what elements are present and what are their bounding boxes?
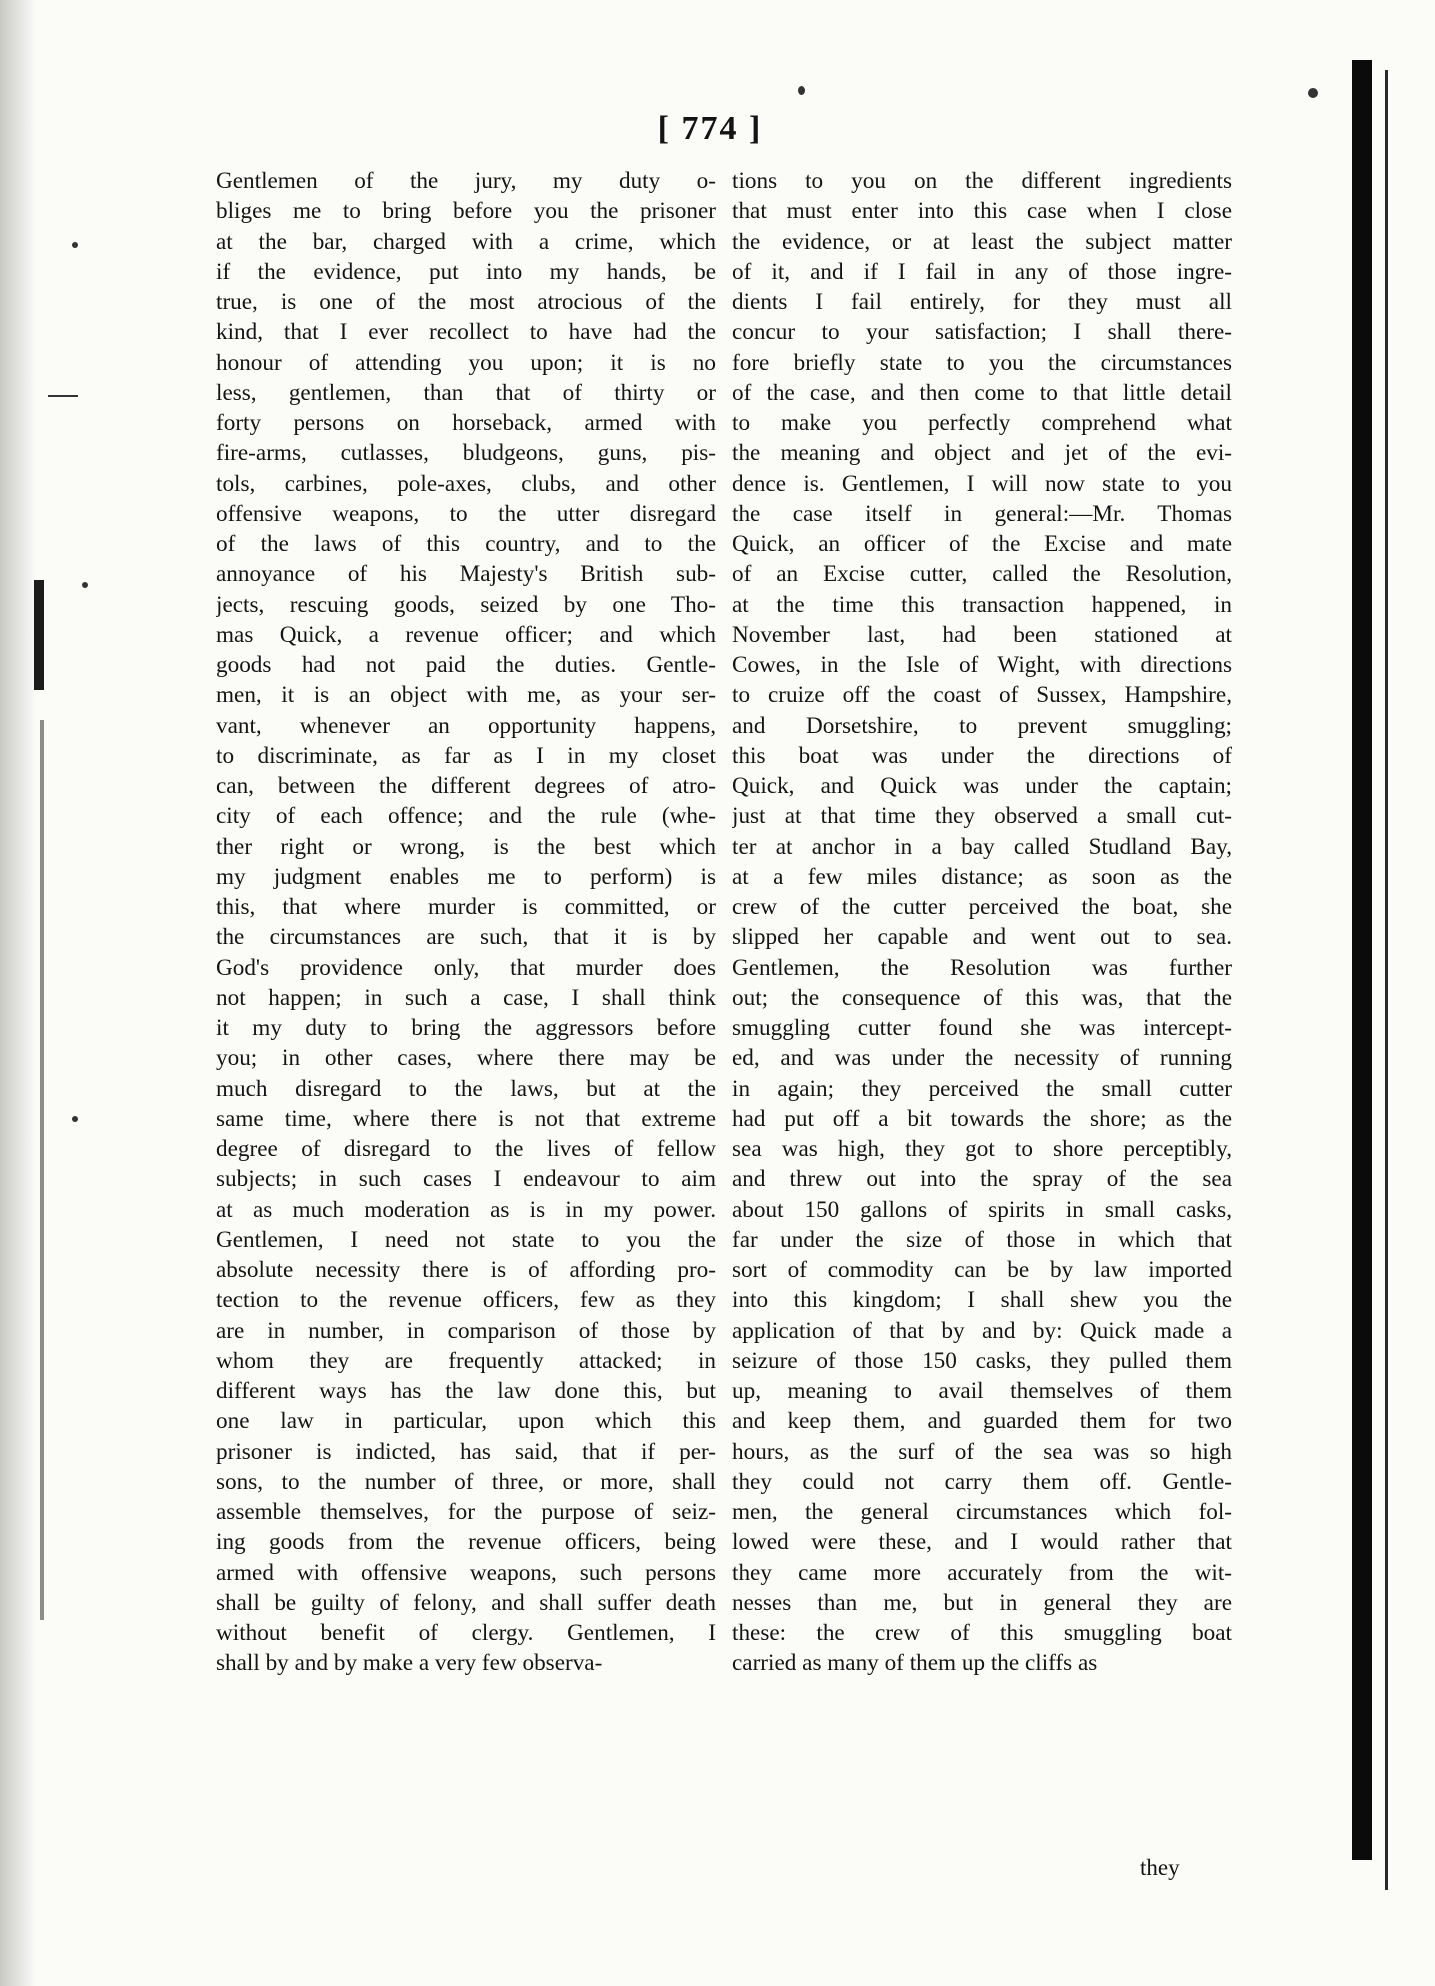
text-line: sort of commodity can be by law imported bbox=[732, 1257, 1232, 1283]
text-line: seizure of those 150 casks, they pulled them bbox=[732, 1347, 1232, 1374]
text-line: out; the consequence of this was, that the bbox=[732, 984, 1232, 1011]
gutter-line bbox=[1385, 70, 1388, 1890]
text-line: honour of attending you upon; it is no bbox=[216, 349, 716, 376]
text-line: assemble themselves, for the purpose of seiz- bbox=[216, 1499, 716, 1525]
text-line: of the case, and then come to that little detail bbox=[732, 379, 1232, 406]
text-line: the circumstances are such, that it is by bbox=[216, 924, 716, 951]
text-line: armed with offensive weapons, such persons bbox=[216, 1559, 716, 1586]
text-line: the evidence, or at least the subject matter bbox=[732, 228, 1232, 255]
text-column-left bbox=[216, 166, 716, 1679]
text-line: whom they are frequently attacked; in bbox=[216, 1347, 716, 1374]
text-line: in again; they perceived the small cutter bbox=[732, 1075, 1232, 1102]
text-line: at the bar, charged with a crime, which bbox=[216, 228, 716, 255]
text-line: it my duty to bring the aggressors before bbox=[216, 1015, 716, 1041]
text-line: tols, carbines, pole-axes, clubs, and other bbox=[216, 470, 716, 497]
text-line: Quick, an officer of the Excise and mate bbox=[732, 531, 1232, 557]
text-line: dence is. Gentlemen, I will now state to you bbox=[732, 470, 1232, 497]
text-line: ing goods from the revenue officers, being bbox=[216, 1529, 716, 1556]
text-line: shall be guilty of felony, and shall suffer death bbox=[216, 1589, 716, 1616]
text-line: kind, that I ever recollect to have had the bbox=[216, 319, 716, 346]
catchword: they bbox=[1140, 1855, 1180, 1880]
text-line: can, between the different degrees of atro- bbox=[216, 773, 716, 799]
text-line: mas Quick, a revenue officer; and which bbox=[216, 621, 716, 648]
text-line: up, meaning to avail themselves of them bbox=[732, 1378, 1232, 1404]
text-line: at a few miles distance; as soon as the bbox=[732, 863, 1232, 890]
text-line: God's providence only, that murder does bbox=[216, 954, 716, 981]
ink-speck bbox=[72, 1116, 78, 1122]
text-line: annoyance of his Majesty's British sub- bbox=[216, 561, 716, 588]
text-line: and keep them, and guarded them for two bbox=[732, 1408, 1232, 1435]
text-line: and Dorsetshire, to prevent smuggling; bbox=[732, 712, 1232, 739]
text-line: they came more accurately from the wit- bbox=[732, 1559, 1232, 1586]
text-line: to discriminate, as far as I in my closet bbox=[216, 742, 716, 769]
text-line: concur to your satisfaction; I shall there- bbox=[732, 319, 1232, 346]
text-line: tection to the revenue officers, few as they bbox=[216, 1287, 716, 1314]
text-line: true, is one of the most atrocious of the bbox=[216, 289, 716, 315]
text-line: of it, and if I fail in any of those ingre- bbox=[732, 258, 1232, 285]
text-line: dients I fail entirely, for they must all bbox=[732, 289, 1232, 315]
text-line: much disregard to the laws, but at the bbox=[216, 1075, 716, 1102]
text-line: city of each offence; and the rule (whe- bbox=[216, 803, 716, 830]
text-line: sea was high, they got to shore perceptibly, bbox=[732, 1136, 1232, 1162]
text-line: smuggling cutter found she was intercept- bbox=[732, 1015, 1232, 1041]
text-line: ed, and was under the necessity of running bbox=[732, 1045, 1232, 1072]
text-line: slipped her capable and went out to sea. bbox=[732, 924, 1232, 951]
text-line: at as much moderation as is in my power. bbox=[216, 1196, 716, 1223]
text-line: are in number, in comparison of those by bbox=[216, 1317, 716, 1344]
text-line: Cowes, in the Isle of Wight, with directions bbox=[732, 652, 1232, 678]
page-number: [ 774 ] bbox=[657, 110, 763, 147]
text-line: of an Excise cutter, called the Resolution, bbox=[732, 561, 1232, 588]
text-line: forty persons on horseback, armed with bbox=[216, 410, 716, 436]
text-line: crew of the cutter perceived the boat, she bbox=[732, 894, 1232, 920]
text-column-right bbox=[732, 166, 1232, 1679]
text-line: ter at anchor in a bay called Studland Bay, bbox=[732, 833, 1232, 860]
text-line: to make you perfectly comprehend what bbox=[732, 410, 1232, 436]
text-line: one law in particular, upon which this bbox=[216, 1408, 716, 1435]
ink-speck bbox=[48, 395, 78, 397]
text-line: ther right or wrong, is the best which bbox=[216, 833, 716, 860]
text-line: tions to you on the different ingredients bbox=[732, 168, 1232, 194]
text-line: had put off a bit towards the shore; as the bbox=[732, 1105, 1232, 1132]
text-line: if the evidence, put into my hands, be bbox=[216, 258, 716, 285]
text-line: carried as many of them up the cliffs as bbox=[732, 1650, 1098, 1677]
text-line: fore briefly state to you the circumstances bbox=[732, 349, 1232, 376]
text-line: my judgment enables me to perform) is bbox=[216, 863, 716, 890]
text-line: into this kingdom; I shall shew you the bbox=[732, 1287, 1232, 1314]
text-line: hours, as the surf of the sea was so high bbox=[732, 1438, 1232, 1465]
ink-speck bbox=[82, 582, 88, 588]
text-line: Gentlemen, I need not state to you the bbox=[216, 1226, 716, 1253]
text-line: nesses than me, but in general they are bbox=[732, 1589, 1232, 1616]
text-line: jects, rescuing goods, seized by one Tho- bbox=[216, 591, 716, 618]
text-line: degree of disregard to the lives of fellow bbox=[216, 1136, 716, 1162]
text-line: and threw out into the spray of the sea bbox=[732, 1166, 1232, 1193]
text-line: shall by and by make a very few observa- bbox=[216, 1650, 603, 1677]
text-line: fire-arms, cutlasses, bludgeons, guns, pis- bbox=[216, 440, 716, 467]
text-line: at the time this transaction happened, in bbox=[732, 591, 1232, 618]
text-line: the meaning and object and jet of the evi- bbox=[732, 440, 1232, 467]
text-line: of the laws of this country, and to the bbox=[216, 531, 716, 557]
text-line: Gentlemen of the jury, my duty o- bbox=[216, 168, 716, 194]
text-line: subjects; in such cases I endeavour to aim bbox=[216, 1166, 716, 1193]
text-line: bliges me to bring before you the prisoner bbox=[216, 198, 716, 225]
text-line: men, it is an object with me, as your ser- bbox=[216, 682, 716, 709]
text-line: different ways has the law done this, but bbox=[216, 1378, 716, 1404]
ink-speck bbox=[72, 242, 78, 248]
text-line: Gentlemen, the Resolution was further bbox=[732, 954, 1232, 981]
text-line: the case itself in general:—Mr. Thomas bbox=[732, 500, 1232, 527]
text-line: same time, where there is not that extreme bbox=[216, 1105, 716, 1132]
text-line: lowed were these, and I would rather that bbox=[732, 1529, 1232, 1556]
text-line: they could not carry them off. Gentle- bbox=[732, 1468, 1232, 1495]
text-line: this, that where murder is committed, or bbox=[216, 894, 716, 920]
text-line: November last, had been stationed at bbox=[732, 621, 1232, 648]
text-line: this boat was under the directions of bbox=[732, 742, 1232, 769]
text-line: just at that time they observed a small cut- bbox=[732, 803, 1232, 830]
text-line: far under the size of those in which that bbox=[732, 1226, 1232, 1253]
text-line: you; in other cases, where there may be bbox=[216, 1045, 716, 1072]
text-line: less, gentlemen, than that of thirty or bbox=[216, 379, 716, 406]
text-line: without benefit of clergy. Gentlemen, I bbox=[216, 1620, 716, 1646]
text-line: application of that by and by: Quick made a bbox=[732, 1317, 1232, 1344]
ink-speck bbox=[798, 86, 805, 95]
text-line: vant, whenever an opportunity happens, bbox=[216, 712, 716, 739]
text-line: these: the crew of this smuggling boat bbox=[732, 1620, 1232, 1646]
text-line: men, the general circumstances which fol- bbox=[732, 1499, 1232, 1525]
text-line: absolute necessity there is of affording pro- bbox=[216, 1257, 716, 1283]
text-line: that must enter into this case when I close bbox=[732, 198, 1232, 225]
text-line: prisoner is indicted, has said, that if per- bbox=[216, 1438, 716, 1465]
text-line: about 150 gallons of spirits in small casks, bbox=[732, 1196, 1232, 1223]
text-line: not happen; in such a case, I shall think bbox=[216, 984, 716, 1011]
text-line: Quick, and Quick was under the captain; bbox=[732, 773, 1232, 799]
ink-speck bbox=[1308, 88, 1318, 98]
binding-mark bbox=[34, 580, 44, 690]
page-edge-shadow bbox=[0, 0, 36, 1986]
binding-edge bbox=[40, 720, 44, 1620]
text-line: to cruize off the coast of Sussex, Hampshire, bbox=[732, 682, 1232, 709]
text-line: sons, to the number of three, or more, shall bbox=[216, 1468, 716, 1495]
gutter-bar bbox=[1352, 60, 1372, 1860]
text-line: goods had not paid the duties. Gentle- bbox=[216, 652, 716, 678]
text-line: offensive weapons, to the utter disregard bbox=[216, 500, 716, 527]
